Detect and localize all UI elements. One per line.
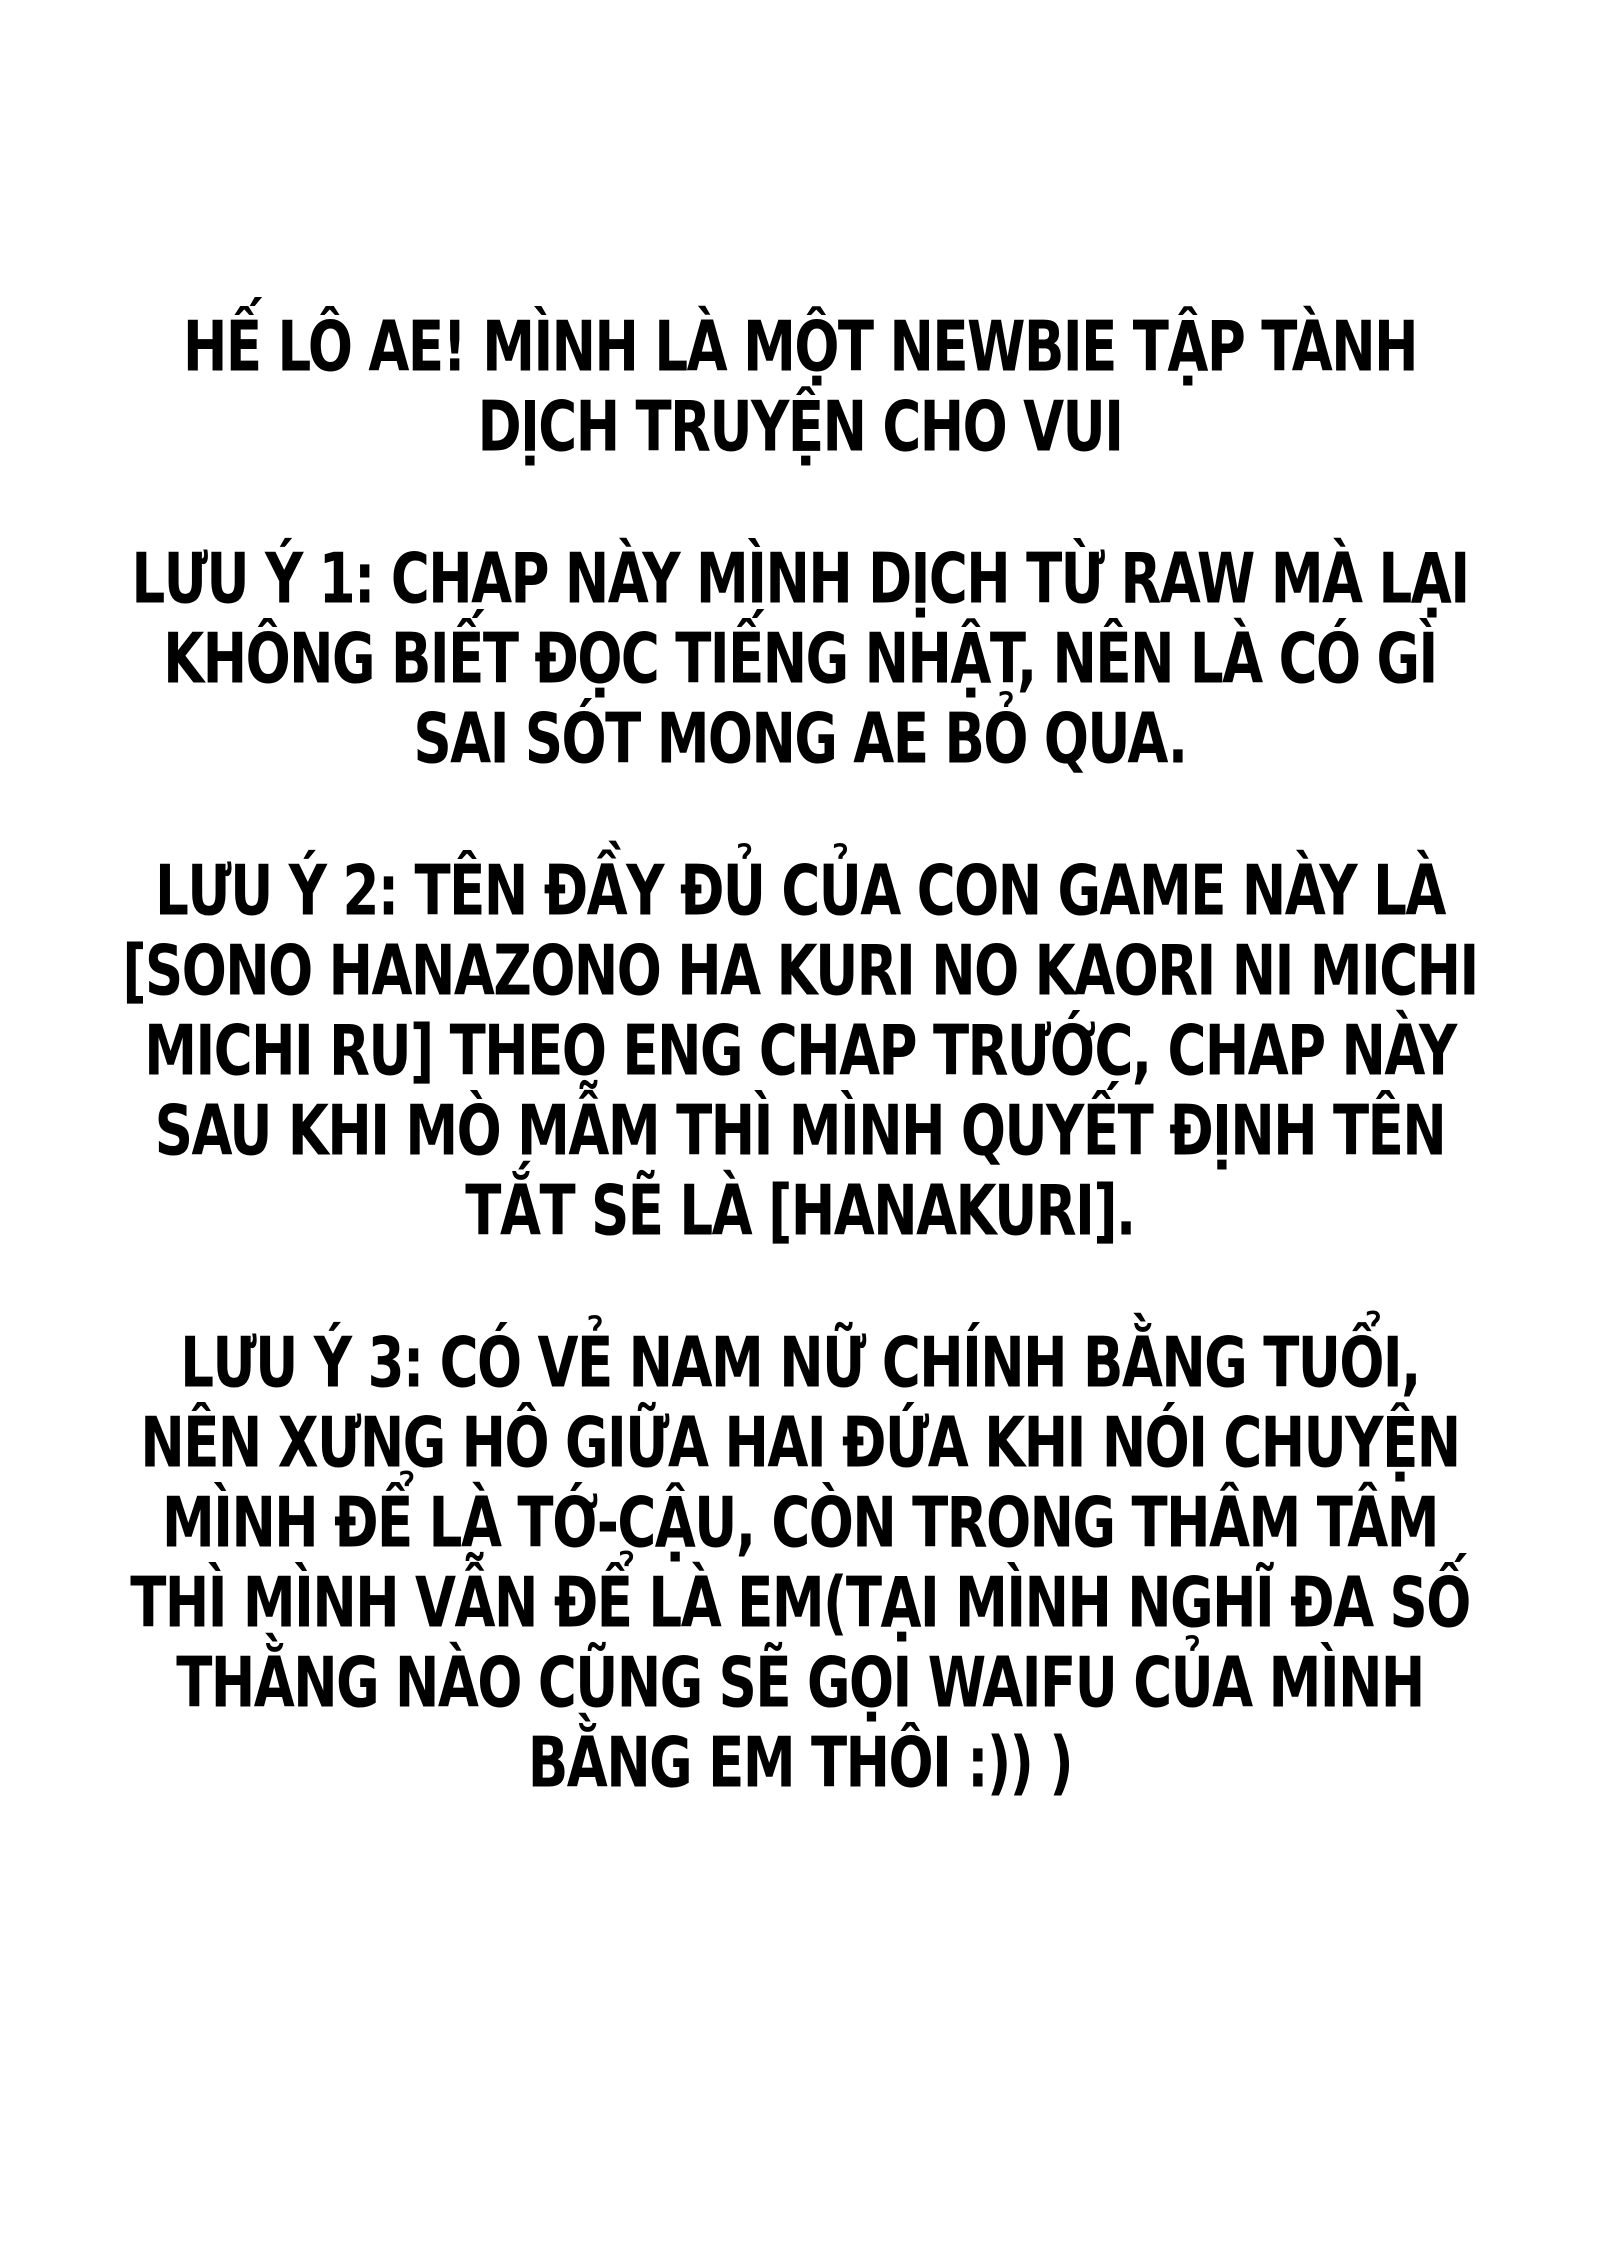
note-line: HẾ LÔ AE! MÌNH LÀ MỘT NEWBIE TẬP TÀNH [182,307,1418,388]
note-line: THÌ MÌNH VẪN ĐỂ LÀ EM(TẠI MÌNH NGHĨ ĐA SỐ [130,1563,1470,1644]
note-paragraph-intro [30,308,1570,468]
note-line: MÌNH ĐỂ LÀ TỚ-CẬU, CÒN TRONG THÂM TÂM [161,1483,1439,1564]
note-line: NÊN XƯNG HÔ GIỮA HAI ĐỨA KHI NÓI CHUYỆN [140,1403,1460,1484]
note-line: TẮT SẼ LÀ [HANAKURI]. [465,1171,1135,1252]
note-line: LƯU Ý 1: CHAP NÀY MÌNH DỊCH TỪ RAW MÀ LẠI [131,539,1469,620]
note-paragraph-luu-y-3 [30,1324,1570,1804]
note-line: DỊCH TRUYỆN CHO VUI [477,387,1123,468]
note-content [30,308,1570,1804]
note-line: THẰNG NÀO CŨNG SẼ GỌI WAIFU CỦA MÌNH [176,1643,1424,1724]
note-paragraph-luu-y-2 [30,852,1570,1252]
note-line: MICHI RU] THEO ENG CHAP TRƯỚC, CHAP NÀY [144,1011,1456,1092]
note-line: LƯU Ý 3: CÓ VẺ NAM NỮ CHÍNH BẰNG TUỔI, [180,1323,1420,1404]
note-line: KHÔNG BIẾT ĐỌC TIẾNG NHẬT, NÊN LÀ CÓ GÌ [163,619,1437,700]
note-line: [SONO HANAZONO HA KURI NO KAORI NI MICHI [122,931,1478,1012]
note-line: SAU KHI MÒ MẪM THÌ MÌNH QUYẾT ĐỊNH TÊN [154,1091,1446,1172]
note-line: LƯU Ý 2: TÊN ĐẦY ĐỦ CỦA CON GAME NÀY LÀ [155,851,1445,932]
note-paragraph-luu-y-1 [30,540,1570,780]
note-line: BẰNG EM THÔI :)) ) [527,1723,1073,1804]
note-line: SAI SÓT MONG AE BỎ QUA. [413,699,1187,780]
